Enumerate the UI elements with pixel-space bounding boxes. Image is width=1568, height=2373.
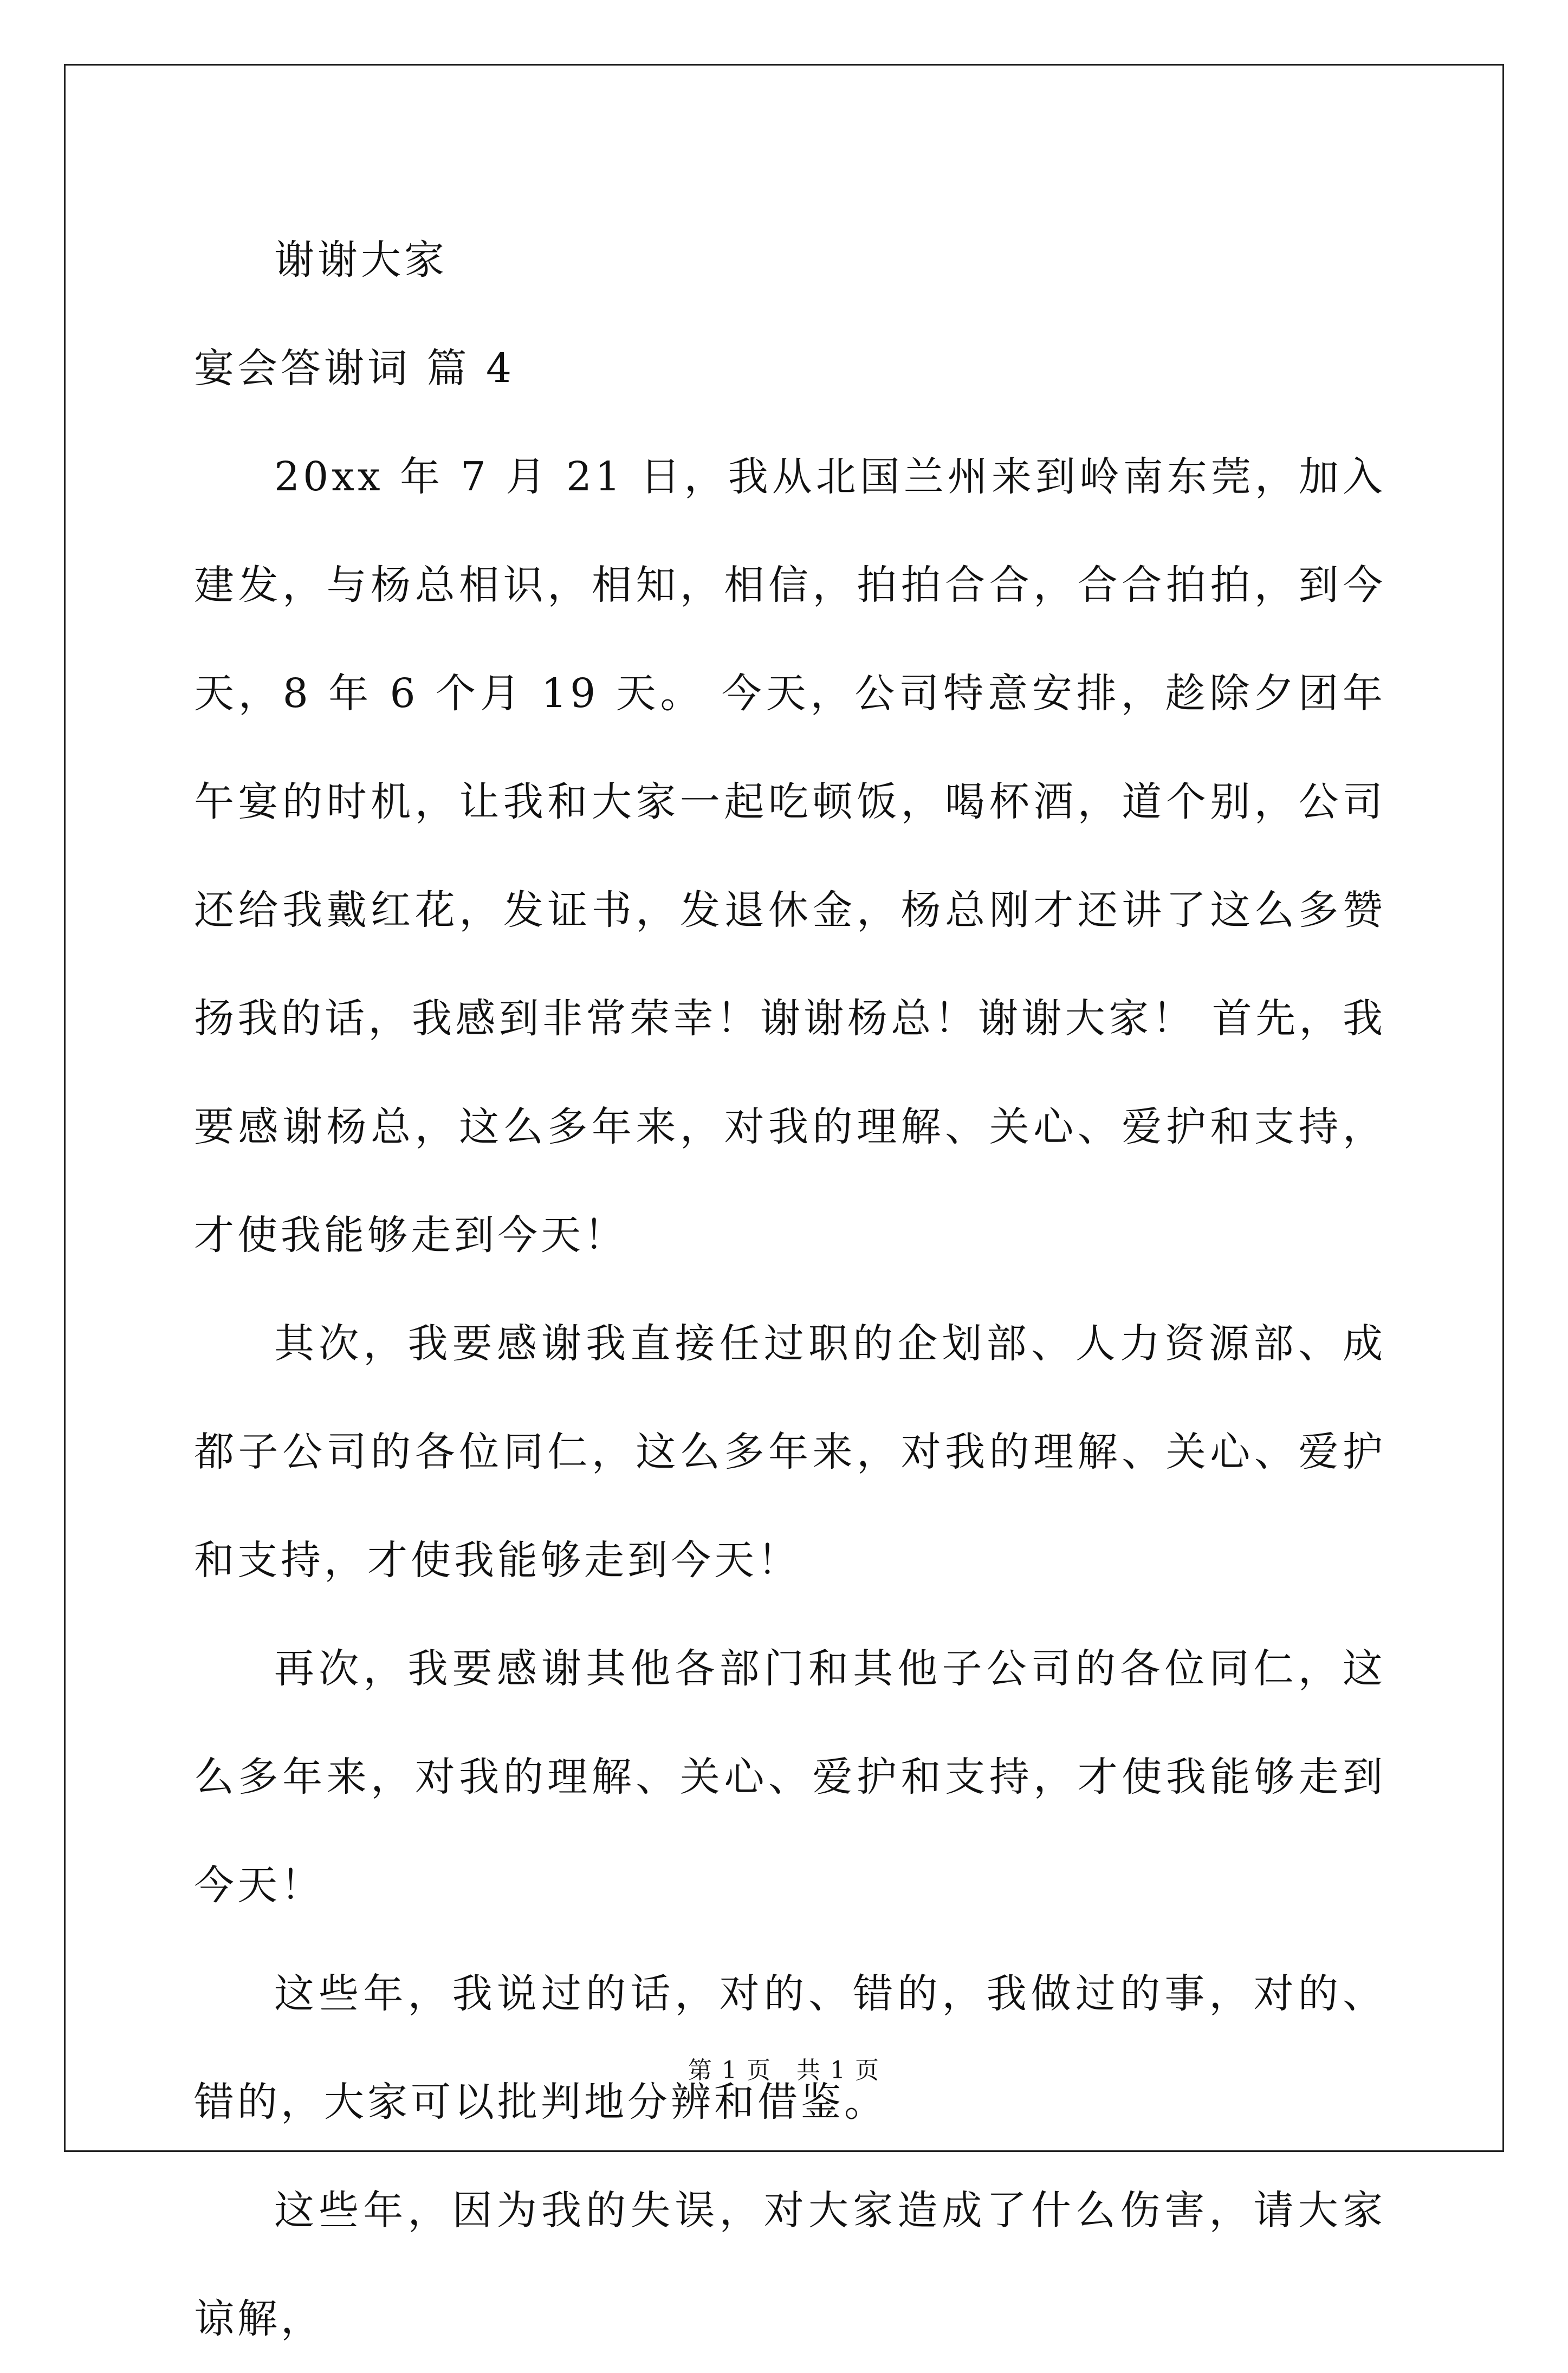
paragraph-2: 其次，我要感谢我直接任过职的企划部、人力资源部、成都子公司的各位同仁，这么多年来，对我的理解、关心、爱护和支持，才使我能够走到今天！: [194, 1320, 1386, 1584]
paragraph-5: 这些年，因为我的失误，对大家造成了什么伤害，请大家谅解，: [194, 2187, 1386, 2342]
paragraph-1: 20xx 年 7 月 21 日，我从北国兰州来到岭南东莞，加入建发，与杨总相识，相知，相信，拍拍合合，合合拍拍，到今天，8 年 6 个月 19 天。 今天，公司特意安排，趁除夕团年午宴的时机，让我和大家一起吃顿饭，喝杯酒，道个别，公司还给我戴红花，发证书，发退休金，杨总刚才还讲了这么多赞扬我的话，我感到非常荣幸！谢谢杨总！谢谢大家！ 首先，我要感谢杨总，这么多年来，对我的理解、关心、爱护和支持，才使我能够走到今天！: [194, 453, 1386, 1259]
page-footer: 第 1 页 共 1 页: [688, 2057, 880, 2084]
paragraph-4: 这些年，我说过的话，对的、错的，我做过的事，对的、错的，大家可以批判地分辨和借鉴。: [194, 1970, 1386, 2125]
document-body: [194, 206, 1386, 2373]
section-heading: 宴会答谢词 篇 4: [194, 345, 515, 392]
closing-line: 谢谢大家: [274, 237, 448, 283]
paragraph-3: 再次，我要感谢其他各部门和其他子公司的各位同仁，这么多年来，对我的理解、关心、爱护和支持，才使我能够走到今天！: [194, 1645, 1386, 1909]
